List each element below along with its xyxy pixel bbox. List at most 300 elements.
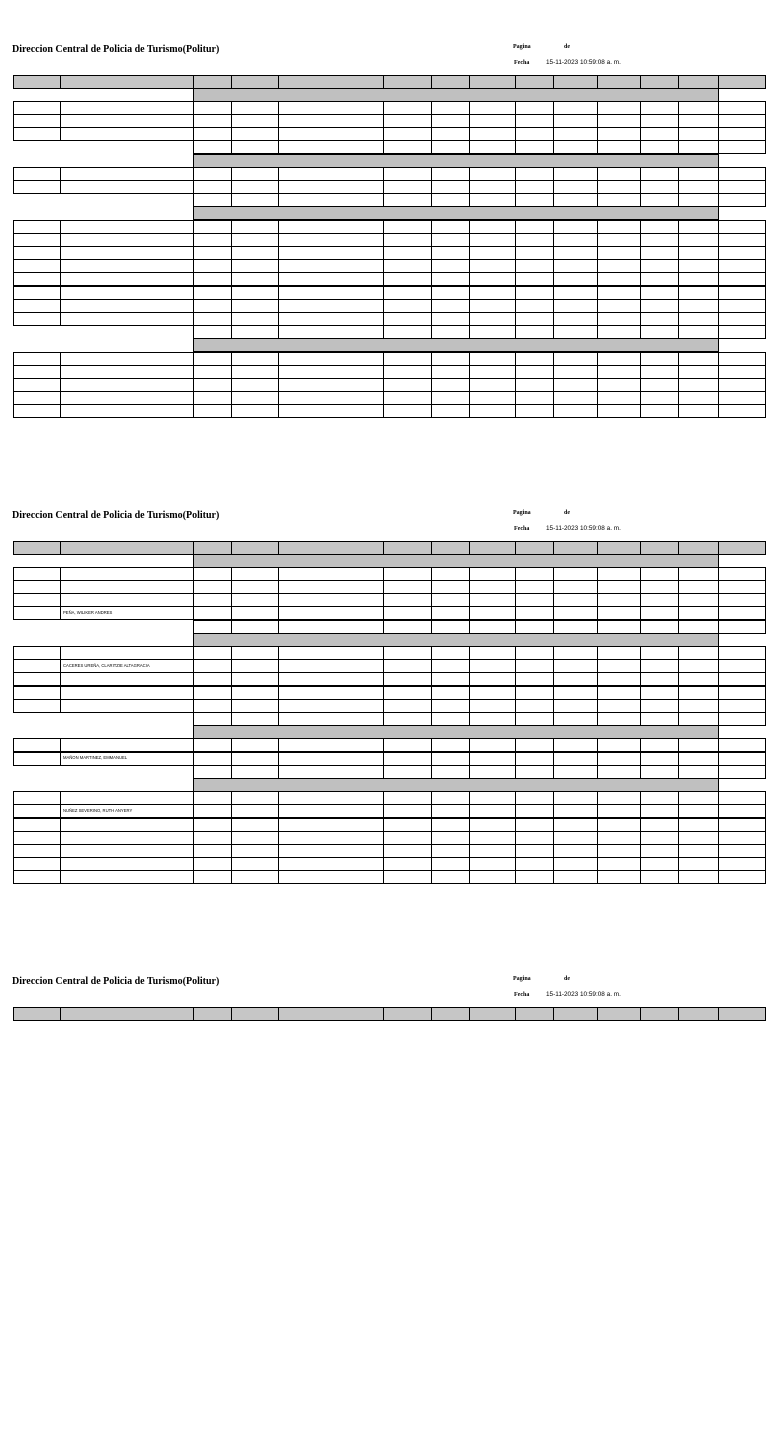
table-cell <box>431 312 470 326</box>
table-cell <box>60 246 194 260</box>
table-cell <box>515 286 554 300</box>
table-cell <box>278 404 384 418</box>
table-cell <box>553 818 598 832</box>
table-cell <box>431 352 470 366</box>
table-cell <box>231 325 279 339</box>
table-cell <box>469 312 516 326</box>
table-cell <box>193 114 232 128</box>
table-cell <box>515 246 554 260</box>
table-cell <box>469 140 516 154</box>
table-cell <box>278 180 384 194</box>
table-cell <box>60 365 194 379</box>
table-cell <box>597 101 641 115</box>
table-cell <box>193 818 232 832</box>
table-cell <box>640 299 679 313</box>
table-cell <box>383 352 432 366</box>
table-cell <box>278 844 384 858</box>
table-cell <box>640 352 679 366</box>
table-cell <box>640 712 679 726</box>
table-cell <box>431 844 470 858</box>
table-cell <box>193 259 232 273</box>
table-cell <box>431 220 470 234</box>
table-cell <box>678 325 719 339</box>
table-cell <box>515 167 554 181</box>
table-cell <box>718 672 766 686</box>
table-cell <box>231 299 279 313</box>
table-cell <box>553 646 598 660</box>
table-cell <box>640 259 679 273</box>
table-cell <box>515 259 554 273</box>
column-header-cell <box>640 75 679 89</box>
table-cell <box>383 365 432 379</box>
table-cell <box>640 180 679 194</box>
table-cell <box>678 646 719 660</box>
column-header-cell <box>60 75 194 89</box>
table-cell <box>597 620 641 634</box>
table-cell <box>553 299 598 313</box>
person-name: MAÑON MARTINEZ, EMMANUEL <box>63 755 128 760</box>
table-cell <box>678 567 719 581</box>
table-cell <box>231 259 279 273</box>
table-cell <box>13 220 61 234</box>
table-cell <box>193 765 232 779</box>
table-cell <box>13 844 61 858</box>
table-cell <box>597 220 641 234</box>
table-cell <box>431 646 470 660</box>
table-cell <box>383 818 432 832</box>
table-cell <box>383 180 432 194</box>
table-cell <box>193 140 232 154</box>
table-cell <box>13 699 61 713</box>
group-band <box>193 554 719 568</box>
table-cell <box>231 844 279 858</box>
table-cell <box>60 352 194 366</box>
table-cell <box>231 593 279 607</box>
table-cell <box>13 646 61 660</box>
table-cell <box>469 114 516 128</box>
table-cell <box>553 844 598 858</box>
page-title: Direccion Central de Policia de Turismo(Politur) <box>12 976 220 987</box>
column-header-cell <box>431 1007 470 1021</box>
table-cell <box>60 391 194 405</box>
table-cell <box>515 580 554 594</box>
table-cell <box>515 765 554 779</box>
table-cell <box>515 567 554 581</box>
column-header-cell <box>193 1007 232 1021</box>
table-cell <box>515 752 554 766</box>
table-cell <box>278 352 384 366</box>
table-cell <box>678 791 719 805</box>
table-cell <box>678 233 719 247</box>
table-cell <box>13 659 61 673</box>
table-cell <box>431 567 470 581</box>
table-cell <box>193 180 232 194</box>
table-cell <box>383 167 432 181</box>
fecha-label: Fecha <box>514 526 530 532</box>
table-cell <box>13 286 61 300</box>
table-cell <box>231 180 279 194</box>
table-cell <box>193 857 232 871</box>
person-name: NUÑEZ SEVERINO, RUTH ANYERY <box>63 807 133 813</box>
table-cell <box>678 580 719 594</box>
table-cell <box>678 606 719 620</box>
table-cell <box>640 699 679 713</box>
table-cell <box>13 180 61 194</box>
table-cell <box>383 193 432 207</box>
table-cell <box>678 378 719 392</box>
table-cell <box>469 752 516 766</box>
table-cell <box>431 299 470 313</box>
table-cell <box>469 378 516 392</box>
column-header-cell <box>553 541 598 555</box>
table-cell <box>13 857 61 871</box>
table-cell <box>469 672 516 686</box>
table-cell <box>553 686 598 700</box>
table-cell <box>678 246 719 260</box>
table-cell <box>193 738 232 752</box>
table-cell <box>678 193 719 207</box>
table-cell <box>431 712 470 726</box>
column-header-cell <box>383 541 432 555</box>
table-cell <box>597 286 641 300</box>
table-cell <box>718 299 766 313</box>
table-cell <box>278 127 384 141</box>
table-cell <box>678 831 719 845</box>
table-cell <box>640 167 679 181</box>
table-cell <box>231 606 279 620</box>
table-cell <box>431 180 470 194</box>
table-cell <box>13 246 61 260</box>
table-cell <box>553 220 598 234</box>
table-cell <box>231 286 279 300</box>
table-cell <box>597 686 641 700</box>
table-cell <box>60 233 194 247</box>
table-cell <box>597 831 641 845</box>
table-cell <box>60 738 194 752</box>
table-cell <box>278 606 384 620</box>
table-cell <box>13 752 61 766</box>
column-header-cell <box>13 75 61 89</box>
table-cell <box>13 114 61 128</box>
table-cell <box>431 752 470 766</box>
table-cell <box>383 233 432 247</box>
table-cell <box>383 325 432 339</box>
table-cell <box>193 699 232 713</box>
table-cell <box>383 738 432 752</box>
table-cell <box>278 312 384 326</box>
table-cell <box>515 325 554 339</box>
table-cell <box>431 659 470 673</box>
table-cell <box>640 752 679 766</box>
table-cell <box>469 712 516 726</box>
table-cell <box>60 286 194 300</box>
column-header-cell <box>678 75 719 89</box>
table-cell <box>383 620 432 634</box>
column-header-cell <box>383 75 432 89</box>
table-cell <box>278 870 384 884</box>
table-cell <box>515 378 554 392</box>
table-cell <box>515 606 554 620</box>
group-band <box>193 338 719 352</box>
table-cell <box>640 804 679 818</box>
table-cell <box>431 404 470 418</box>
table-cell <box>278 686 384 700</box>
table-cell <box>60 791 194 805</box>
table-cell <box>515 659 554 673</box>
table-cell <box>13 606 61 620</box>
table-cell <box>193 804 232 818</box>
table-cell <box>13 593 61 607</box>
table-cell <box>193 325 232 339</box>
table-cell <box>515 672 554 686</box>
table-cell <box>383 286 432 300</box>
table-cell <box>231 391 279 405</box>
table-cell <box>278 140 384 154</box>
table-cell <box>515 738 554 752</box>
table-cell <box>60 580 194 594</box>
group-band <box>193 633 719 647</box>
table-cell <box>278 286 384 300</box>
table-cell <box>553 272 598 286</box>
table-cell <box>431 738 470 752</box>
table-cell <box>231 127 279 141</box>
table-cell <box>231 220 279 234</box>
table-cell <box>469 844 516 858</box>
table-cell <box>193 593 232 607</box>
table-cell <box>278 738 384 752</box>
table-cell <box>193 752 232 766</box>
table-cell <box>383 114 432 128</box>
table-cell <box>13 580 61 594</box>
table-cell <box>597 659 641 673</box>
table-cell <box>13 378 61 392</box>
table-cell <box>13 299 61 313</box>
de-label: de <box>564 44 570 50</box>
table-cell <box>515 620 554 634</box>
table-cell <box>678 180 719 194</box>
table-cell <box>515 127 554 141</box>
table-cell <box>597 738 641 752</box>
table-cell <box>193 167 232 181</box>
table-cell <box>718 114 766 128</box>
table-cell <box>278 114 384 128</box>
table-cell <box>469 404 516 418</box>
table-cell <box>469 593 516 607</box>
table-cell <box>13 686 61 700</box>
table-cell <box>193 365 232 379</box>
table-cell <box>193 831 232 845</box>
table-cell <box>278 246 384 260</box>
table-cell <box>231 567 279 581</box>
table-cell <box>515 272 554 286</box>
de-label: de <box>564 510 570 516</box>
table-cell <box>431 233 470 247</box>
table-cell <box>60 857 194 871</box>
column-header-cell <box>597 1007 641 1021</box>
table-cell <box>13 167 61 181</box>
table-cell <box>60 127 194 141</box>
table-cell <box>553 233 598 247</box>
table-cell <box>431 325 470 339</box>
table-cell <box>515 791 554 805</box>
column-header-cell <box>231 541 279 555</box>
table-cell <box>553 391 598 405</box>
table-cell <box>60 167 194 181</box>
table-cell <box>278 765 384 779</box>
table-cell <box>718 752 766 766</box>
table-cell <box>678 286 719 300</box>
table-cell <box>383 272 432 286</box>
table-cell <box>597 699 641 713</box>
table-cell <box>515 352 554 366</box>
table-cell <box>469 391 516 405</box>
table-cell <box>553 286 598 300</box>
table-cell <box>597 646 641 660</box>
table-cell <box>640 580 679 594</box>
table-cell <box>278 272 384 286</box>
table-cell <box>553 606 598 620</box>
table-cell <box>678 738 719 752</box>
table-cell <box>515 365 554 379</box>
table-cell <box>431 686 470 700</box>
table-cell <box>60 114 194 128</box>
table-cell <box>383 593 432 607</box>
table-cell <box>678 659 719 673</box>
table-cell <box>469 127 516 141</box>
table-cell <box>678 220 719 234</box>
table-cell <box>469 804 516 818</box>
table-cell <box>597 180 641 194</box>
table-cell <box>431 378 470 392</box>
table-cell <box>678 312 719 326</box>
table-cell <box>383 312 432 326</box>
table-cell <box>718 831 766 845</box>
table-cell <box>640 378 679 392</box>
table-cell <box>231 672 279 686</box>
table-cell <box>278 391 384 405</box>
table-cell <box>640 646 679 660</box>
table-cell <box>60 378 194 392</box>
column-header-cell <box>678 1007 719 1021</box>
table-cell <box>193 646 232 660</box>
column-header-cell <box>469 541 516 555</box>
table-cell <box>60 259 194 273</box>
column-header-cell <box>60 1007 194 1021</box>
table-cell <box>431 167 470 181</box>
table-cell <box>469 870 516 884</box>
table-cell <box>718 620 766 634</box>
table-cell <box>718 352 766 366</box>
table-cell <box>13 738 61 752</box>
table-cell <box>383 686 432 700</box>
fecha-label: Fecha <box>514 992 530 998</box>
table-cell <box>13 791 61 805</box>
table-cell <box>678 365 719 379</box>
table-cell <box>553 659 598 673</box>
table-cell <box>383 672 432 686</box>
table-cell <box>678 391 719 405</box>
column-header-cell <box>13 541 61 555</box>
table-cell <box>231 101 279 115</box>
pagina-label: Pagina <box>513 976 531 982</box>
table-cell <box>231 404 279 418</box>
table-cell <box>553 620 598 634</box>
table-cell <box>60 299 194 313</box>
table-cell <box>231 831 279 845</box>
table-cell <box>60 831 194 845</box>
table-cell <box>678 804 719 818</box>
column-header-cell <box>278 75 384 89</box>
table-cell <box>640 593 679 607</box>
table-cell <box>553 699 598 713</box>
table-cell <box>231 272 279 286</box>
fecha-value: 15-11-2023 10:59:08 a. m. <box>546 59 621 66</box>
table-cell <box>597 580 641 594</box>
fecha-value: 15-11-2023 10:59:08 a. m. <box>546 991 621 998</box>
column-header-cell <box>718 1007 766 1021</box>
table-cell <box>597 765 641 779</box>
table-cell <box>553 365 598 379</box>
table-cell <box>231 580 279 594</box>
table-cell <box>383 752 432 766</box>
table-cell <box>278 167 384 181</box>
table-cell <box>469 325 516 339</box>
table-cell <box>515 391 554 405</box>
column-header-cell <box>469 1007 516 1021</box>
table-cell <box>431 699 470 713</box>
table-cell <box>553 352 598 366</box>
table-cell <box>718 365 766 379</box>
table-cell <box>678 101 719 115</box>
table-cell <box>597 352 641 366</box>
table-cell <box>718 180 766 194</box>
table-cell <box>278 646 384 660</box>
table-cell <box>553 101 598 115</box>
table-cell <box>678 844 719 858</box>
table-cell <box>597 140 641 154</box>
table-cell <box>383 580 432 594</box>
table-cell <box>431 857 470 871</box>
table-cell <box>431 791 470 805</box>
table-cell <box>60 220 194 234</box>
table-cell <box>597 167 641 181</box>
table-cell <box>640 272 679 286</box>
table-cell <box>597 791 641 805</box>
table-cell <box>13 101 61 115</box>
table-cell <box>597 259 641 273</box>
table-cell <box>193 286 232 300</box>
table-cell <box>718 378 766 392</box>
table-cell <box>515 804 554 818</box>
table-cell <box>553 567 598 581</box>
table-cell <box>60 567 194 581</box>
column-header-cell <box>553 75 598 89</box>
table-cell <box>231 167 279 181</box>
table-cell <box>431 140 470 154</box>
table-cell <box>718 791 766 805</box>
table-cell <box>193 299 232 313</box>
table-cell <box>597 404 641 418</box>
table-cell <box>640 140 679 154</box>
table-cell <box>515 686 554 700</box>
table-cell <box>718 844 766 858</box>
table-cell <box>60 312 194 326</box>
table-cell <box>469 686 516 700</box>
table-cell <box>431 620 470 634</box>
column-header-cell <box>231 1007 279 1021</box>
table-cell <box>193 659 232 673</box>
table-cell <box>193 233 232 247</box>
